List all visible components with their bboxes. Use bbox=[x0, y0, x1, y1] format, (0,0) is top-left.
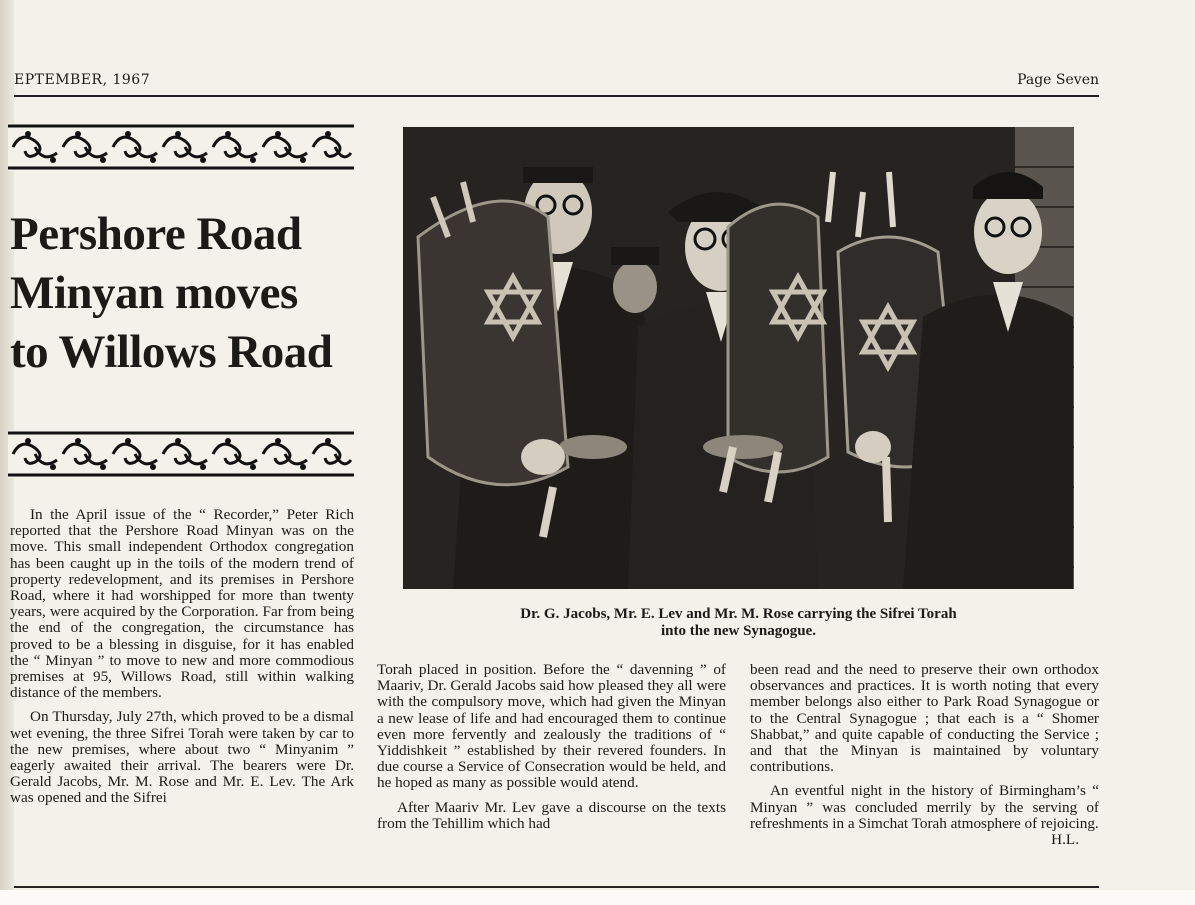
headline-line-1: Pershore Road bbox=[10, 208, 302, 260]
page-bottom-margin bbox=[0, 890, 1195, 905]
article-column-2 bbox=[377, 662, 726, 840]
caption-line-2: into the new Synagogue. bbox=[660, 623, 817, 639]
footer-rule bbox=[14, 886, 1099, 888]
article-paragraph: In the April issue of the “ Recorder,” Peter Rich reported that the Pershore Road Minyan was on the move. This small independent Orthodox congregation has been caught up in the toils of the modern trend of property redevelopment, and its premises in Pershore Road, where it had worshipped for more than twenty years, were acquired by the Corporation. Far from being the end of the congregation, the circumstance has proved to be a blessing in disguise, for it has enabled the “ Minyan ” to move to new and more commodious premises at 95, Willows Road, still within walking distance of the members. bbox=[10, 506, 354, 702]
author-signature: H.L. bbox=[1051, 831, 1079, 849]
headline bbox=[10, 205, 355, 382]
article-paragraph: been read and the need to preserve their own orthodox observances and practices. It is worth noting that every member belongs also either to Park Road Synagogue or to the Central Synagogue ; that each is a “ Shomer Shabbat,” and quite capable of conducting the Service ; and that the Minyan is maintained by voluntary contributions. bbox=[750, 661, 1099, 776]
ornamental-border-bottom bbox=[8, 430, 354, 478]
article-paragraph: Torah placed in position. Before the “ davenning ” of Maariv, Dr. Gerald Jacobs said how pleased they all were with the compulsory move, which had given the Minyan a new lease of life and had encouraged them to continue even more fervently and zealously the traditions of “ Yiddishkeit ” established by their revered founders. In due course a Service of Consecration would be held, and he hoped as many as possible would atend. bbox=[377, 661, 726, 792]
photo-caption bbox=[403, 606, 1074, 640]
page-header bbox=[14, 72, 1099, 94]
issue-date: EPTEMBER, 1967 bbox=[14, 72, 151, 88]
article-paragraph: After Maariv Mr. Lev gave a discourse on the texts from the Tehillim which had bbox=[377, 798, 726, 832]
header-rule bbox=[14, 95, 1099, 97]
article-column-3 bbox=[750, 662, 1099, 848]
photo-scene bbox=[403, 127, 1074, 589]
photograph bbox=[403, 127, 1074, 589]
ornamental-border-top bbox=[8, 123, 354, 171]
caption-line-1: Dr. G. Jacobs, Mr. E. Lev and Mr. M. Rose carrying the Sifrei Torah bbox=[520, 606, 957, 622]
article-paragraph: An eventful night in the history of Birmingham’s “ Minyan ” was concluded merrily by the serving of refreshments in a Simchat Torah atmosphere of rejoicing. bbox=[750, 782, 1099, 832]
article-paragraph: On Thursday, July 27th, which proved to be a dismal wet evening, the three Sifrei Torah were taken by car to the new premises, where about two “ Minyanim ” eagerly awaited their arrival. The bearers were Dr. Gerald Jacobs, Mr. M. Rose and Mr. E. Lev. The Ark was opened and the Sifrei bbox=[10, 708, 354, 807]
headline-line-3: to Willows Road bbox=[10, 326, 333, 378]
headline-line-2: Minyan moves bbox=[10, 267, 298, 319]
article-column-1 bbox=[10, 507, 354, 815]
page-number: Page Seven bbox=[1017, 72, 1099, 88]
